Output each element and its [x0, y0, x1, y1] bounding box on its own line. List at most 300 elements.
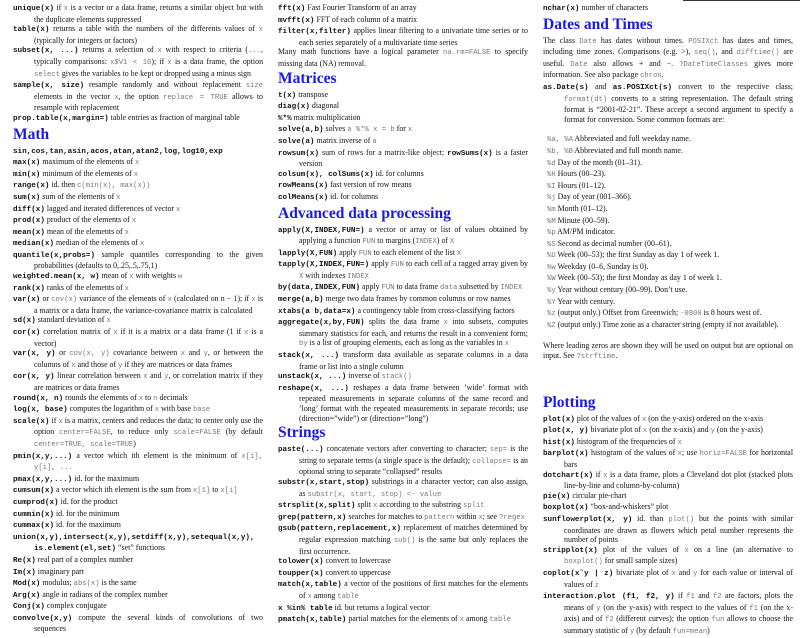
description-text: (typically for integers or factors)	[34, 35, 137, 45]
function-name: max(x)	[13, 159, 41, 168]
description-text: with indexes	[303, 270, 348, 280]
description-text: for	[394, 124, 408, 134]
description-text: if	[49, 415, 59, 425]
reference-entry	[278, 317, 528, 350]
description-text: returns a selection of	[78, 45, 158, 55]
inline-code: x	[113, 329, 118, 338]
inline-code: boxplot()	[564, 558, 603, 567]
format-code: %U	[547, 252, 556, 261]
inline-code: x	[139, 240, 145, 249]
format-code-item	[543, 158, 793, 170]
format-code-item	[543, 285, 793, 297]
function-name: solve(a,b)	[278, 126, 324, 135]
column-1	[13, 3, 263, 634]
reference-entry	[13, 509, 263, 521]
function-name: union(x,y),intersect(x,y),setdiff(x,y),setequal(x,y), is.element(el,set)	[13, 533, 255, 554]
format-description: Hours (00–23).	[555, 169, 606, 179]
description-text: if	[593, 469, 604, 479]
function-name: as.Date(s)	[543, 83, 589, 92]
format-code-item	[543, 320, 793, 332]
description-text: a vector which ith element is the minimum of	[72, 450, 242, 460]
inline-code: sub()	[393, 536, 416, 545]
function-name: Arg(x)	[13, 591, 41, 600]
reference-entry	[13, 169, 263, 181]
inline-code: FUN	[358, 249, 372, 258]
section-heading-plotting: Plotting	[543, 393, 596, 411]
description-text: to	[143, 392, 154, 402]
description-text: is a data frame, plots a Cleveland dot plot (stacked plots line-by-line and column-by-column)	[564, 469, 794, 491]
description-text: id. for the product	[58, 496, 118, 506]
inline-code: y	[596, 604, 601, 613]
description-text: to margins (	[375, 236, 416, 246]
inline-code: x	[459, 616, 464, 625]
reference-entry	[13, 393, 263, 405]
description-text: split	[355, 500, 374, 510]
inline-code: Date	[579, 37, 597, 46]
inline-code: select	[34, 70, 60, 79]
description-text: gives more information. See also package	[543, 58, 793, 80]
description-text: (on the y-axis) ordered on the x-axis	[646, 413, 764, 423]
reference-entry	[278, 225, 528, 248]
description-text: and those of	[75, 359, 119, 369]
inline-code: y	[710, 427, 715, 436]
description-text: ); if	[151, 56, 168, 66]
inline-code: cov(x, y)	[69, 350, 110, 359]
inline-code: table	[337, 592, 359, 601]
top-rule	[683, 0, 800, 1]
function-name: cumprod(x)	[13, 498, 59, 507]
reference-entry	[543, 448, 793, 469]
inline-code: split	[463, 502, 485, 511]
inline-code: table	[489, 616, 511, 625]
function-name: stack(x, ...)	[278, 352, 340, 361]
inline-code: f1	[686, 593, 695, 602]
description-text: correlation matrix of	[40, 327, 114, 337]
description-text: is a data frame, the option	[171, 56, 264, 66]
inline-code: x	[641, 415, 647, 424]
format-code-item	[543, 308, 793, 320]
format-code-item	[543, 273, 793, 285]
format-description: Week (00–53); the first Sunday as day 1 of week 1.	[555, 250, 720, 260]
description-text: id. than	[632, 513, 669, 523]
description-text: mean of the elements of	[44, 226, 125, 236]
reference-entry	[13, 146, 263, 158]
inline-code: sep=	[489, 446, 508, 455]
inline-code: x	[124, 284, 129, 293]
reference-entry	[543, 437, 793, 449]
function-name: barplot(x)	[543, 450, 589, 459]
description-text: for horizontal bars	[564, 448, 794, 469]
function-name: table(x)	[13, 26, 50, 35]
function-name: plot(x, y)	[543, 427, 589, 436]
inline-code: x	[71, 361, 76, 370]
description-text: is a vector)	[34, 327, 263, 348]
description-text: substrings in a character vector; can also assign, as	[299, 476, 528, 498]
description-text: and	[185, 348, 204, 358]
format-code: -0800	[680, 310, 702, 319]
description-text: The class	[543, 35, 580, 45]
inline-code: fun=mean	[672, 627, 708, 636]
format-code-item	[543, 227, 793, 239]
reference-entry	[278, 148, 528, 169]
format-code: %S	[547, 240, 556, 249]
function-name: unique(x)	[13, 5, 55, 13]
function-name: var(x)	[13, 296, 41, 305]
function-name: lapply(X,FUN)	[278, 249, 338, 258]
format-code-item	[543, 216, 793, 228]
description-text: id. but returns a logical vector	[332, 602, 430, 612]
function-name: colMeans(x)	[278, 193, 329, 202]
inline-code: x	[504, 340, 509, 349]
format-description: Day of the month (01–31).	[555, 157, 642, 167]
format-code: %j	[547, 194, 556, 203]
reference-entry	[278, 15, 528, 27]
description-text: )	[133, 438, 136, 448]
description-text: standard deviation of	[35, 315, 107, 325]
function-name: min(x)	[13, 170, 41, 179]
description-text: FFT of each column of a matrix	[314, 14, 418, 24]
inline-code: x	[135, 159, 140, 168]
function-name: substr(x,start,stop)	[278, 478, 370, 487]
description-text: lagged and iterated differences of vector	[44, 203, 176, 213]
format-code: %W	[547, 275, 556, 284]
description-text: id. then	[49, 180, 78, 190]
section-heading-dates-and-times: Dates and Times	[543, 15, 653, 33]
function-name: sample(x, size)	[13, 82, 85, 91]
description-text: decimals	[157, 392, 188, 402]
reference-entry	[13, 227, 263, 239]
description-text: solves	[323, 124, 348, 134]
function-name: prod(x)	[13, 217, 45, 226]
inline-code: x$V1 < 10	[110, 58, 152, 67]
reference-entry	[13, 555, 263, 567]
description-text: id. for columns	[373, 168, 424, 178]
inline-code: x	[373, 502, 378, 511]
function-name: coplot(x˜y | z)	[543, 569, 614, 578]
function-name: boxplot(x)	[543, 504, 589, 513]
format-code: %d	[547, 159, 556, 168]
description-text: are useful.	[543, 47, 793, 68]
function-name: Conj(x)	[13, 603, 45, 612]
inline-code: abs(x)	[73, 580, 100, 589]
reference-entry	[13, 250, 263, 271]
column-3	[543, 3, 793, 638]
format-description: Minute (00–59).	[555, 215, 610, 225]
reference-entry	[278, 512, 528, 524]
function-name: rowSums(x)	[447, 149, 493, 158]
inline-code: x	[114, 93, 119, 102]
format-code-item	[543, 297, 793, 309]
inline-code: x	[180, 350, 186, 359]
function-name: %*%	[278, 114, 292, 123]
function-name: pmax(x,y,...)	[13, 475, 73, 484]
reference-entry	[278, 180, 528, 192]
function-name: grep(pattern,x)	[278, 513, 347, 522]
inline-code: x	[478, 513, 483, 522]
description-text: number of characters	[579, 3, 649, 12]
inline-code: ?strftime	[576, 353, 616, 362]
description-text: diagonal	[309, 101, 340, 111]
description-text: partial matches for the elements of	[346, 614, 460, 624]
description-text: and	[694, 591, 713, 601]
reference-entry	[13, 294, 263, 315]
description-text: bivariate plot of	[588, 425, 643, 435]
function-name: prop.table(x,margin=)	[13, 114, 109, 123]
reference-entry	[13, 238, 263, 250]
inline-code: y	[693, 569, 698, 578]
reference-entry	[278, 556, 528, 568]
function-name: Re(x)	[13, 556, 36, 565]
reference-entry	[13, 180, 263, 192]
inline-code: substr(x, start, stop) <- value	[307, 490, 442, 499]
inline-code: f2	[712, 593, 722, 602]
reference-entry	[278, 282, 528, 294]
description-text: according to the substring	[377, 500, 464, 510]
function-name: tapply(X,INDEX,FUN=)	[278, 261, 370, 270]
format-code: %z	[547, 310, 556, 319]
reference-entry	[278, 101, 528, 113]
description-text: compute the several kinds of convolutions of two sequences	[34, 612, 263, 634]
description-text: product of the elements of	[44, 215, 132, 225]
inline-code: horiz=FALSE	[699, 450, 747, 459]
function-name: nchar(x)	[543, 5, 580, 13]
function-name: sum(x)	[13, 193, 41, 202]
format-description: Weekday (0–6, Sunday is 0).	[555, 261, 649, 271]
description-text: is an optional string to separate “collapsed” results	[299, 455, 528, 477]
reference-entry	[543, 568, 793, 591]
reference-entry	[278, 192, 528, 204]
description-text: bivariate plot of	[613, 567, 672, 577]
section-heading-math: Math	[13, 125, 50, 143]
description-text: are factors, plots the means of	[564, 591, 793, 612]
inline-code: x	[116, 193, 121, 202]
description-text: .	[661, 70, 664, 80]
description-text: plot of the values of	[597, 544, 685, 554]
description-text: among	[463, 614, 490, 624]
format-code: %Z	[547, 321, 556, 330]
description-text: plot of the values of	[574, 413, 642, 423]
format-code: %b, %B	[547, 147, 573, 156]
description-text: and	[675, 567, 694, 577]
reference-entry	[278, 350, 528, 371]
reference-entry	[13, 215, 263, 227]
reference-entry	[13, 601, 263, 613]
description-text: allows to resample with replacement	[34, 91, 264, 113]
description-text: within	[454, 511, 479, 521]
inline-code: center=FALSE	[59, 429, 111, 438]
description-text: matrix inverse of	[314, 135, 373, 145]
function-name: fft(x)	[278, 5, 306, 13]
format-description: (output only.) Time zone as a character string (empty if not available).	[555, 319, 779, 329]
description-text: sum of the elements of	[40, 191, 117, 201]
inline-code: FUN	[362, 238, 376, 247]
description-text: to specify missing data (NA) removal.	[278, 47, 528, 68]
function-name: cor(x)	[13, 329, 41, 338]
inline-code: Date	[570, 60, 588, 69]
description-text: computes the logarithm of	[67, 404, 155, 414]
section-heading-advanced-data-processing: Advanced data processing	[278, 204, 451, 222]
format-description: Abbreviated and full weekday name.	[572, 134, 691, 144]
reference-entry	[278, 90, 528, 102]
inline-code: x	[167, 58, 172, 67]
description-text: Fast Fourier Transform of an array	[305, 3, 417, 12]
description-text: to each cell of a ragged array given by	[403, 259, 529, 269]
description-text: imaginary part	[35, 566, 84, 576]
reference-entry	[13, 371, 263, 392]
function-name: paste(...)	[278, 446, 324, 455]
spacer	[543, 363, 793, 393]
function-name: colsum(x), colSums(x)	[278, 170, 374, 179]
reference-entry	[543, 491, 793, 503]
reference-entry	[13, 3, 263, 24]
description-text: ) of	[436, 236, 450, 246]
function-name: cummax(x)	[13, 522, 55, 531]
inline-code: FUN	[390, 261, 404, 270]
function-name: tolower(x)	[278, 558, 324, 567]
reference-entry	[543, 591, 793, 637]
note-paragraph	[278, 47, 528, 68]
function-name: rank(x)	[13, 284, 45, 293]
function-name: apply(X,INDEX,FUN=)	[278, 226, 365, 235]
format-code-item	[543, 134, 793, 146]
function-name: plot(x)	[543, 415, 575, 424]
description-text: apply	[360, 282, 382, 292]
description-text: splits the data frame	[364, 317, 444, 327]
description-text: replacement of matches determined by regular expression matching	[299, 523, 528, 544]
inline-code: center=TRUE, scale=TRUE	[34, 440, 134, 449]
inline-code: stack()	[381, 373, 412, 382]
description-text: ; use	[681, 448, 700, 458]
description-text: with respect to criteria (	[161, 45, 249, 55]
reference-entry	[13, 474, 263, 486]
reference-entry	[543, 502, 793, 514]
reference-entry	[13, 192, 263, 204]
description-text: , and	[715, 47, 737, 57]
inline-code: x	[124, 228, 129, 237]
inline-code: z	[594, 581, 600, 590]
description-text: subsetted by	[457, 282, 501, 292]
format-code: %w	[547, 263, 556, 272]
function-name: log(x, base)	[13, 406, 68, 415]
function-name: hist(x)	[543, 438, 575, 447]
function-name: diff(x)	[13, 205, 45, 214]
description-text: (by default	[220, 427, 264, 437]
inline-code: difftime()	[736, 49, 780, 58]
reference-entry	[13, 348, 263, 371]
inline-code: x	[154, 406, 160, 415]
function-name: by(data,INDEX,FUN)	[278, 284, 361, 293]
reference-entry	[13, 80, 263, 113]
inline-code: seq()	[694, 49, 716, 58]
function-name: solve(a)	[278, 137, 315, 146]
description-text: is the same	[99, 578, 137, 588]
inline-code: y	[164, 373, 169, 382]
description-text: with base	[159, 404, 193, 414]
inline-code: x	[407, 126, 413, 135]
description-text: convert to uppercase	[323, 567, 391, 577]
format-code-item	[543, 181, 793, 193]
reference-entry	[278, 306, 528, 318]
inline-code: x	[671, 569, 676, 578]
inline-code: FUN	[381, 284, 395, 293]
function-name: range(x)	[13, 182, 50, 191]
inline-code: fun	[711, 616, 725, 625]
description-text: (on the x-axis) and	[647, 425, 711, 435]
description-text: variance of the elements of	[77, 294, 168, 304]
description-text: .	[615, 351, 618, 361]
function-name: weighted.mean(x, w)	[13, 273, 100, 282]
description-text: but the points with similar coordinates are drawn as flowers which petal number represents the number of points	[564, 513, 793, 545]
function-name: reshape(x, ...)	[278, 384, 349, 393]
description-text: rounds the elements of	[63, 392, 139, 402]
description-text: mean of	[99, 271, 130, 281]
reference-entry	[543, 514, 793, 545]
reference-entry	[13, 113, 263, 125]
function-name: rowMeans(x)	[278, 182, 329, 191]
description-text: , the option	[118, 91, 164, 101]
reference-entry	[13, 567, 263, 579]
function-name: median(x)	[13, 240, 55, 249]
description-text: if they are matrices or data frames	[122, 359, 233, 369]
function-name: cumsum(x)	[13, 487, 55, 496]
function-name: quantile(x,probs=)	[13, 251, 96, 260]
inline-code: x	[106, 317, 111, 326]
description-text: circular pie-chart	[570, 490, 627, 500]
description-text: searches for matches to	[346, 511, 425, 521]
description-text: median of the elements of	[54, 238, 140, 248]
description-text: transform data available as separate columns in a data frame or list into a single column	[299, 350, 528, 371]
inline-code: y	[118, 361, 123, 370]
description-text: histogram of the frequencies of	[574, 436, 678, 446]
reference-entry	[278, 500, 528, 512]
format-code: %p	[547, 229, 556, 238]
reference-entry	[13, 45, 263, 80]
format-code-item	[543, 239, 793, 251]
inline-code: base	[192, 406, 211, 415]
reference-entry	[13, 532, 263, 555]
reference-entry	[278, 579, 528, 602]
inline-code: y	[203, 350, 208, 359]
function-name: subset(x, ...)	[13, 47, 79, 56]
reference-entry	[278, 477, 528, 500]
description-text: to	[210, 485, 221, 495]
reference-entry	[13, 404, 263, 416]
reference-entry	[278, 169, 528, 181]
inline-code: x	[677, 438, 682, 447]
inline-code: ?regex	[499, 513, 525, 522]
description-text: sum of rows for a matrix-like object;	[319, 147, 448, 157]
description-text: is the same but only replaces the first occurrence.	[299, 534, 528, 556]
reference-entry	[13, 327, 263, 348]
function-name: merge(a,b)	[278, 296, 324, 305]
inline-code: a %*% x = b	[347, 126, 395, 135]
reference-entry	[13, 497, 263, 509]
function-name: mvfft(x)	[278, 16, 315, 25]
inline-code: na.rm=FALSE	[443, 49, 491, 58]
spacer	[543, 124, 793, 134]
description-text: among	[311, 590, 338, 600]
reference-entry	[278, 124, 528, 136]
reference-entry	[13, 204, 263, 216]
description-text: fast version of row means	[328, 180, 412, 190]
description-text: (calculated on n − 1); if	[171, 294, 252, 304]
inline-code: collapse=	[472, 457, 511, 466]
function-name: dotchart(x)	[543, 471, 594, 480]
reference-entry	[13, 416, 263, 451]
format-code-item	[543, 169, 793, 181]
inline-code: w	[178, 273, 183, 282]
format-description: Hours (01–12).	[555, 180, 606, 190]
